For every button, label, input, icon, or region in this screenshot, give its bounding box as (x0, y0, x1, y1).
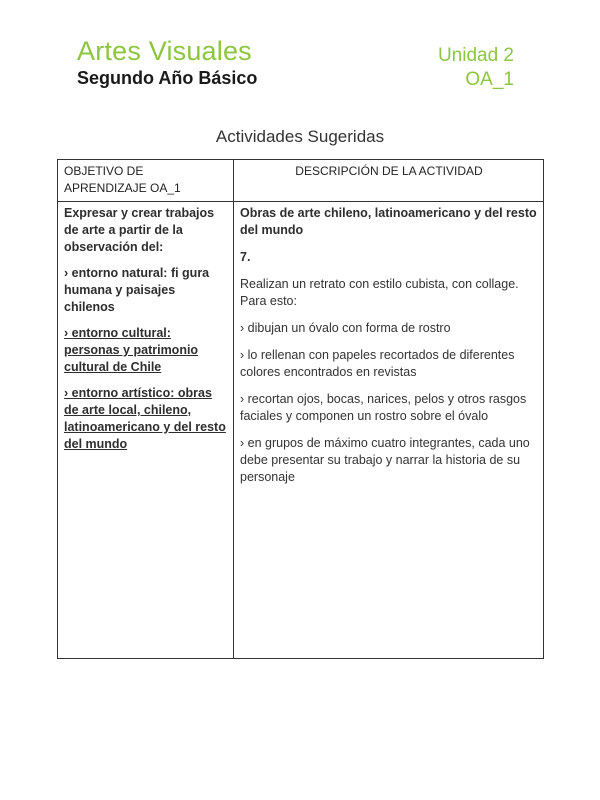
subject-title: Artes Visuales (77, 36, 252, 66)
activity-table (57, 159, 544, 659)
objective-cell (58, 202, 234, 659)
activity-step: › dibujan un óvalo con forma de rostro (240, 321, 451, 335)
objective-item-artistic: › entorno artístico: obras de arte local, chileno, latinoamericano y del resto del mundo (64, 386, 226, 451)
grade-label: Segundo Año Básico (77, 68, 258, 88)
objective-item-cultural: › entorno cultural: personas y patrimonio cultural de Chile (64, 326, 199, 374)
activity-step: › recortan ojos, bocas, narices, pelos y otros rasgos faciales y componen un rostro sobre el óvalo (240, 392, 527, 423)
activity-cell (234, 202, 544, 659)
oa-label: OA_1 (465, 69, 514, 90)
table-body-row (58, 202, 544, 659)
activity-step: › en grupos de máximo cuatro integrantes, cada uno debe presentar su trabajo y narrar la historia de su personaje (240, 436, 530, 484)
objective-intro: Expresar y crear trabajos de arte a partir de la observación del: (64, 206, 215, 254)
unit-label: Unidad 2 (437, 45, 514, 66)
activity-intro: Realizan un retrato con estilo cubista, con collage. Para esto: (240, 277, 519, 308)
table-header-row (58, 160, 544, 202)
activity-step: › lo rellenan con papeles recortados de diferentes colores encontrados en revistas (240, 348, 515, 379)
activity-column-header: DESCRIPCIÓN DE LA ACTIVIDAD (234, 160, 544, 202)
activity-title: Obras de arte chileno, latinoamericano y del resto del mundo (240, 206, 537, 237)
objective-item-natural: › entorno natural: fi gura humana y paisajes chilenos (64, 266, 210, 314)
section-title: Actividades Sugeridas (215, 127, 385, 146)
objective-column-header: OBJETIVO DE APRENDIZAJE OA_1 (58, 160, 234, 202)
activity-number: 7. (240, 250, 251, 264)
